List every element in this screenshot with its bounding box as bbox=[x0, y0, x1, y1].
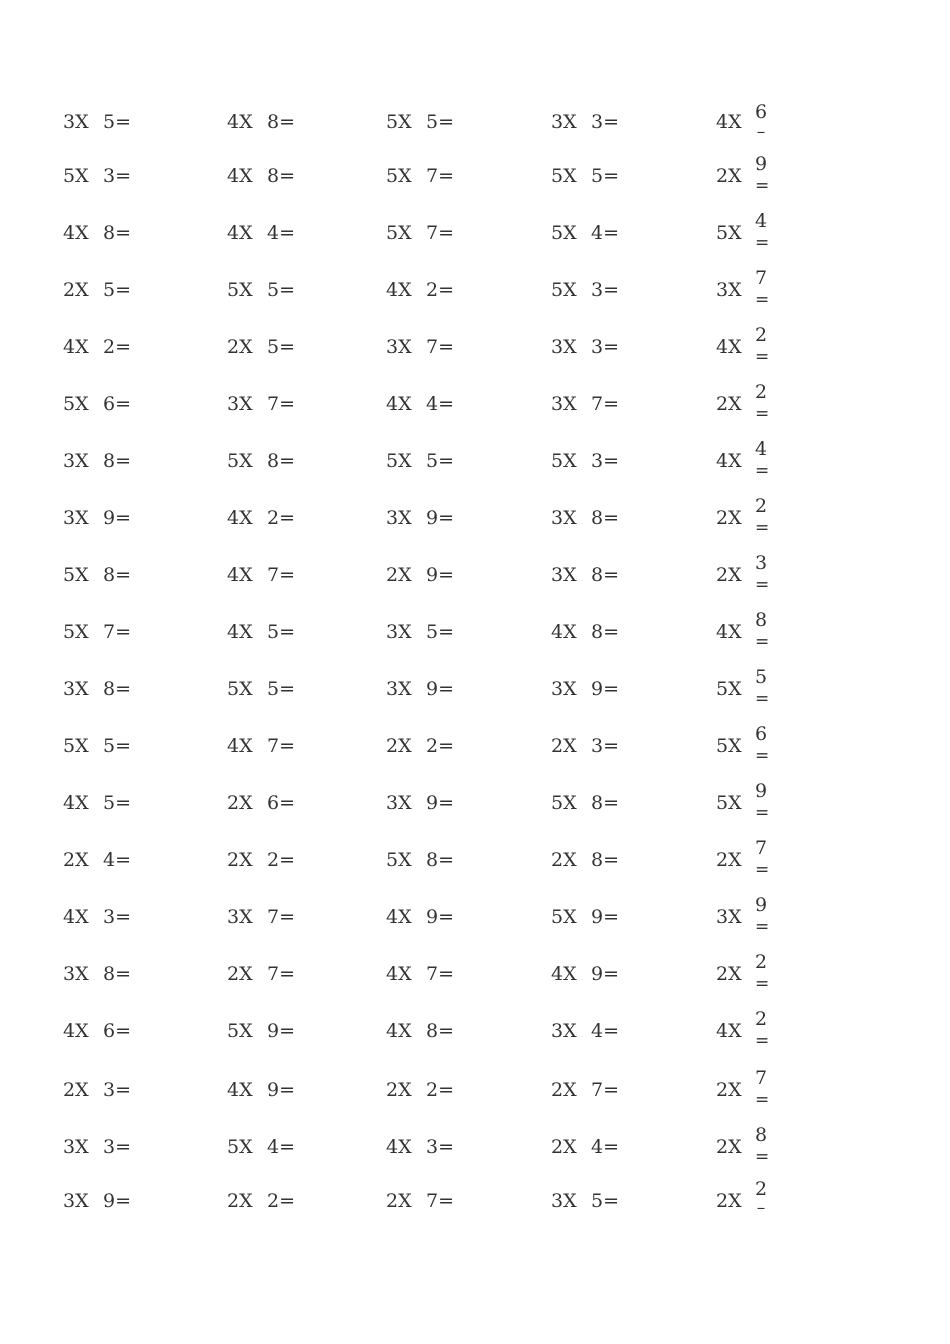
multiplier: 4 bbox=[754, 210, 768, 232]
multiplicand: 2X bbox=[386, 564, 412, 586]
multiplier: 7 bbox=[754, 837, 768, 859]
multiplicand: 5X bbox=[227, 1020, 253, 1042]
multiplicand: 5X bbox=[551, 792, 577, 814]
equals-sign: = bbox=[755, 1090, 770, 1110]
multiplicand: 4X bbox=[227, 111, 253, 133]
multiplicand: 5X bbox=[386, 450, 412, 472]
multiplier: 5= bbox=[426, 111, 455, 133]
equals-sign: = bbox=[755, 974, 770, 994]
multiplicand: 2X bbox=[227, 849, 253, 871]
multiplicand: 2X bbox=[716, 849, 742, 871]
multiplicand: 5X bbox=[551, 165, 577, 187]
multiplicand: 2X bbox=[716, 1190, 742, 1212]
multiplicand: 4X bbox=[227, 735, 253, 757]
multiplier: 8= bbox=[267, 165, 296, 187]
multiplicand: 3X bbox=[63, 111, 89, 133]
multiplicand: 5X bbox=[227, 678, 253, 700]
problem-row bbox=[0, 1178, 950, 1232]
problem-row bbox=[0, 780, 950, 834]
multiplier: 2= bbox=[267, 507, 296, 529]
multiplier: 5= bbox=[591, 1190, 620, 1212]
multiplicand: 3X bbox=[716, 279, 742, 301]
equals-sign: – bbox=[756, 1198, 766, 1218]
multiplier: 2 bbox=[754, 1008, 768, 1030]
multiplicand: 4X bbox=[63, 906, 89, 928]
multiplier: 7= bbox=[591, 393, 620, 415]
multiplicand: 5X bbox=[716, 735, 742, 757]
multiplier: 5= bbox=[591, 165, 620, 187]
equals-sign: = bbox=[755, 347, 770, 367]
multiplier: 3= bbox=[591, 279, 620, 301]
multiplier: 2= bbox=[426, 279, 455, 301]
multiplier: 8= bbox=[103, 450, 132, 472]
multiplicand: 3X bbox=[551, 1190, 577, 1212]
multiplier: 2= bbox=[267, 849, 296, 871]
multiplier: 4= bbox=[591, 222, 620, 244]
multiplicand: 3X bbox=[551, 336, 577, 358]
multiplier: 3= bbox=[103, 906, 132, 928]
multiplier: 9= bbox=[426, 792, 455, 814]
multiplicand: 2X bbox=[63, 279, 89, 301]
problem-row bbox=[0, 153, 950, 207]
multiplier: 8= bbox=[426, 1020, 455, 1042]
equals-sign: = bbox=[755, 1147, 770, 1167]
multiplier: 2= bbox=[103, 336, 132, 358]
multiplier: 9 bbox=[754, 153, 768, 175]
problem-row bbox=[0, 210, 950, 264]
multiplier: 7 bbox=[754, 267, 768, 289]
multiplier: 9= bbox=[426, 564, 455, 586]
multiplicand: 2X bbox=[551, 849, 577, 871]
multiplier: 3= bbox=[103, 1136, 132, 1158]
multiplier: 7= bbox=[267, 393, 296, 415]
multiplicand: 3X bbox=[386, 621, 412, 643]
multiplier: 5= bbox=[267, 336, 296, 358]
multiplicand: 4X bbox=[716, 621, 742, 643]
multiplicand: 4X bbox=[386, 393, 412, 415]
multiplicand: 2X bbox=[551, 735, 577, 757]
multiplicand: 3X bbox=[227, 906, 253, 928]
multiplier: 3= bbox=[426, 1136, 455, 1158]
multiplicand: 4X bbox=[386, 1020, 412, 1042]
multiplicand: 3X bbox=[551, 678, 577, 700]
equals-sign: = bbox=[755, 860, 770, 880]
multiplicand: 2X bbox=[227, 792, 253, 814]
multiplier: 7= bbox=[426, 222, 455, 244]
multiplier: 9= bbox=[426, 678, 455, 700]
multiplicand: 4X bbox=[227, 507, 253, 529]
problem-row bbox=[0, 951, 950, 1005]
multiplier: 5= bbox=[267, 621, 296, 643]
multiplicand: 3X bbox=[386, 792, 412, 814]
multiplier: 7= bbox=[426, 963, 455, 985]
equals-sign: = bbox=[755, 575, 770, 595]
multiplicand: 5X bbox=[227, 450, 253, 472]
multiplicand: 2X bbox=[716, 1136, 742, 1158]
multiplier: 4 bbox=[754, 438, 768, 460]
multiplicand: 5X bbox=[386, 165, 412, 187]
multiplicand: 5X bbox=[227, 1136, 253, 1158]
multiplier: 4= bbox=[591, 1020, 620, 1042]
multiplier: 8= bbox=[426, 849, 455, 871]
multiplicand: 5X bbox=[386, 849, 412, 871]
multiplier: 9= bbox=[267, 1079, 296, 1101]
multiplier: 5= bbox=[103, 279, 132, 301]
multiplicand: 3X bbox=[551, 111, 577, 133]
multiplicand: 5X bbox=[551, 279, 577, 301]
multiplicand: 4X bbox=[716, 336, 742, 358]
multiplier: 5= bbox=[426, 621, 455, 643]
multiplier: 2 bbox=[754, 1178, 768, 1200]
problem-row bbox=[0, 666, 950, 720]
problem-row bbox=[0, 1124, 950, 1178]
multiplicand: 2X bbox=[386, 735, 412, 757]
multiplicand: 3X bbox=[716, 906, 742, 928]
equals-sign: = bbox=[755, 917, 770, 937]
multiplicand: 4X bbox=[716, 1020, 742, 1042]
multiplicand: 5X bbox=[716, 222, 742, 244]
multiplicand: 2X bbox=[227, 336, 253, 358]
multiplier: 6= bbox=[103, 393, 132, 415]
multiplicand: 2X bbox=[716, 393, 742, 415]
multiplier: 6= bbox=[267, 792, 296, 814]
multiplier: 7= bbox=[267, 963, 296, 985]
problem-row bbox=[0, 1008, 950, 1062]
equals-sign: = bbox=[755, 233, 770, 253]
multiplier: 3 bbox=[754, 552, 768, 574]
multiplicand: 4X bbox=[716, 450, 742, 472]
equals-sign: = bbox=[755, 689, 770, 709]
multiplicand: 3X bbox=[551, 507, 577, 529]
multiplier: 4= bbox=[591, 1136, 620, 1158]
multiplicand: 3X bbox=[386, 507, 412, 529]
multiplicand: 3X bbox=[63, 1136, 89, 1158]
multiplier: 9 bbox=[754, 780, 768, 802]
multiplier: 9= bbox=[267, 1020, 296, 1042]
problem-row bbox=[0, 381, 950, 435]
multiplier: 5= bbox=[103, 111, 132, 133]
problem-row bbox=[0, 552, 950, 606]
multiplicand: 4X bbox=[386, 279, 412, 301]
multiplier: 8= bbox=[103, 564, 132, 586]
multiplier: 4= bbox=[267, 222, 296, 244]
multiplier: 2= bbox=[426, 1079, 455, 1101]
multiplier: 9= bbox=[103, 507, 132, 529]
multiplier: 7= bbox=[267, 906, 296, 928]
multiplier: 2= bbox=[267, 1190, 296, 1212]
multiplier: 9= bbox=[591, 678, 620, 700]
problem-row bbox=[0, 894, 950, 948]
multiplicand: 3X bbox=[63, 1190, 89, 1212]
multiplier: 8= bbox=[591, 507, 620, 529]
multiplicand: 3X bbox=[227, 393, 253, 415]
multiplier: 6= bbox=[103, 1020, 132, 1042]
equals-sign: – bbox=[756, 122, 766, 142]
multiplier: 9= bbox=[103, 1190, 132, 1212]
multiplier: 3= bbox=[103, 165, 132, 187]
multiplicand: 2X bbox=[716, 507, 742, 529]
multiplier: 8= bbox=[267, 111, 296, 133]
multiplier: 8= bbox=[103, 678, 132, 700]
multiplicand: 4X bbox=[63, 336, 89, 358]
multiplier: 5= bbox=[267, 678, 296, 700]
multiplier: 7= bbox=[591, 1079, 620, 1101]
multiplicand: 2X bbox=[716, 963, 742, 985]
problem-row bbox=[0, 1067, 950, 1121]
equals-sign: = bbox=[755, 176, 770, 196]
multiplicand: 2X bbox=[227, 963, 253, 985]
multiplicand: 5X bbox=[716, 678, 742, 700]
multiplicand: 5X bbox=[63, 621, 89, 643]
multiplicand: 5X bbox=[386, 222, 412, 244]
multiplier: 2 bbox=[754, 951, 768, 973]
multiplicand: 2X bbox=[63, 849, 89, 871]
multiplicand: 3X bbox=[386, 336, 412, 358]
multiplicand: 2X bbox=[551, 1079, 577, 1101]
multiplicand: 5X bbox=[716, 792, 742, 814]
multiplier: 6 bbox=[754, 101, 768, 123]
problem-row bbox=[0, 723, 950, 777]
multiplier: 8 bbox=[754, 609, 768, 631]
multiplicand: 5X bbox=[227, 279, 253, 301]
problem-row bbox=[0, 837, 950, 891]
equals-sign: = bbox=[755, 632, 770, 652]
multiplier: 7= bbox=[103, 621, 132, 643]
multiplier: 3= bbox=[591, 450, 620, 472]
multiplicand: 5X bbox=[551, 906, 577, 928]
problem-row bbox=[0, 609, 950, 663]
multiplier: 3= bbox=[591, 336, 620, 358]
multiplier: 7 bbox=[754, 1067, 768, 1089]
multiplier: 4= bbox=[103, 849, 132, 871]
problem-row bbox=[0, 438, 950, 492]
multiplier: 7= bbox=[267, 564, 296, 586]
equals-sign: = bbox=[755, 803, 770, 823]
multiplier: 2 bbox=[754, 381, 768, 403]
multiplier: 9= bbox=[591, 906, 620, 928]
multiplicand: 5X bbox=[551, 222, 577, 244]
multiplier: 4= bbox=[426, 393, 455, 415]
multiplicand: 2X bbox=[551, 1136, 577, 1158]
multiplicand: 4X bbox=[227, 1079, 253, 1101]
multiplier: 8= bbox=[103, 963, 132, 985]
multiplicand: 4X bbox=[716, 111, 742, 133]
multiplicand: 5X bbox=[63, 735, 89, 757]
problem-row bbox=[0, 267, 950, 321]
multiplicand: 3X bbox=[63, 678, 89, 700]
multiplicand: 5X bbox=[63, 393, 89, 415]
multiplier: 2= bbox=[426, 735, 455, 757]
multiplier: 5= bbox=[267, 279, 296, 301]
multiplier: 5 bbox=[754, 666, 768, 688]
multiplier: 7= bbox=[426, 336, 455, 358]
multiplicand: 4X bbox=[386, 1136, 412, 1158]
multiplicand: 2X bbox=[716, 1079, 742, 1101]
multiplicand: 4X bbox=[386, 906, 412, 928]
problem-row bbox=[0, 101, 950, 153]
multiplicand: 3X bbox=[63, 963, 89, 985]
multiplier: 8= bbox=[591, 849, 620, 871]
multiplier: 8= bbox=[591, 792, 620, 814]
multiplicand: 4X bbox=[551, 963, 577, 985]
multiplicand: 3X bbox=[551, 1020, 577, 1042]
problem-row bbox=[0, 324, 950, 378]
multiplicand: 4X bbox=[227, 564, 253, 586]
multiplicand: 5X bbox=[63, 564, 89, 586]
multiplicand: 2X bbox=[386, 1079, 412, 1101]
multiplicand: 3X bbox=[551, 393, 577, 415]
multiplicand: 2X bbox=[716, 165, 742, 187]
multiplier: 9= bbox=[591, 963, 620, 985]
multiplicand: 5X bbox=[386, 111, 412, 133]
multiplicand: 4X bbox=[227, 222, 253, 244]
multiplicand: 5X bbox=[551, 450, 577, 472]
multiplicand: 3X bbox=[551, 564, 577, 586]
multiplicand: 3X bbox=[63, 450, 89, 472]
multiplier: 8 bbox=[754, 1124, 768, 1146]
equals-sign: = bbox=[755, 518, 770, 538]
multiplicand: 4X bbox=[386, 963, 412, 985]
multiplier: 5= bbox=[103, 792, 132, 814]
multiplier: 9 bbox=[754, 894, 768, 916]
multiplicand: 2X bbox=[716, 564, 742, 586]
multiplicand: 4X bbox=[63, 222, 89, 244]
multiplier: 7= bbox=[426, 1190, 455, 1212]
multiplier: 9= bbox=[426, 507, 455, 529]
multiplier: 9= bbox=[426, 906, 455, 928]
multiplicand: 4X bbox=[227, 165, 253, 187]
multiplier: 7= bbox=[426, 165, 455, 187]
multiplicand: 2X bbox=[63, 1079, 89, 1101]
multiplier: 4= bbox=[267, 1136, 296, 1158]
multiplicand: 4X bbox=[63, 1020, 89, 1042]
multiplier: 3= bbox=[591, 111, 620, 133]
multiplicand: 4X bbox=[63, 792, 89, 814]
equals-sign: = bbox=[755, 461, 770, 481]
multiplier: 8= bbox=[591, 564, 620, 586]
multiplier: 8= bbox=[267, 450, 296, 472]
multiplicand: 5X bbox=[63, 165, 89, 187]
equals-sign: = bbox=[755, 746, 770, 766]
equals-sign: = bbox=[755, 1031, 770, 1051]
multiplicand: 3X bbox=[386, 678, 412, 700]
multiplier: 7= bbox=[267, 735, 296, 757]
multiplicand: 2X bbox=[227, 1190, 253, 1212]
multiplier: 2 bbox=[754, 324, 768, 346]
problem-row bbox=[0, 495, 950, 549]
multiplicand: 2X bbox=[386, 1190, 412, 1212]
multiplier: 5= bbox=[103, 735, 132, 757]
multiplier: 3= bbox=[591, 735, 620, 757]
multiplicand: 4X bbox=[551, 621, 577, 643]
multiplier: 8= bbox=[103, 222, 132, 244]
multiplier: 5= bbox=[426, 450, 455, 472]
multiplier: 6 bbox=[754, 723, 768, 745]
multiplier: 3= bbox=[103, 1079, 132, 1101]
equals-sign: = bbox=[755, 404, 770, 424]
multiplier: 2 bbox=[754, 495, 768, 517]
multiplicand: 4X bbox=[227, 621, 253, 643]
multiplicand: 3X bbox=[63, 507, 89, 529]
equals-sign: = bbox=[755, 290, 770, 310]
multiplier: 8= bbox=[591, 621, 620, 643]
